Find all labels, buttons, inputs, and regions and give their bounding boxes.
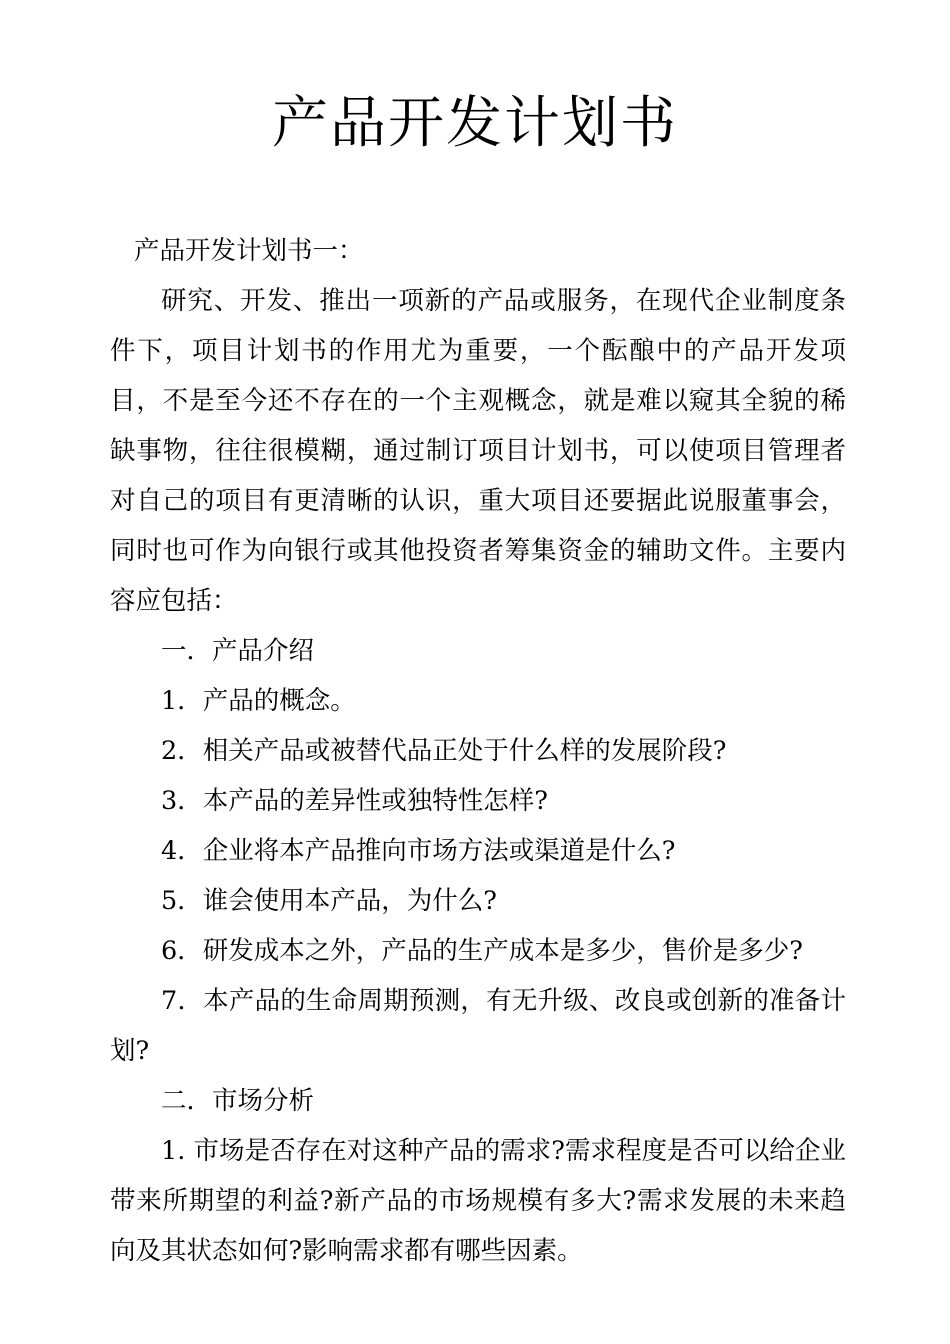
list-item: 6．研发成本之外，产品的生产成本是多少，售价是多少?	[161, 936, 803, 966]
list-item: 3．本产品的差异性或独特性怎样?	[161, 786, 548, 816]
list-item: 5．谁会使用本产品，为什么?	[161, 886, 497, 916]
list-item: 4．企业将本产品推向市场方法或渠道是什么?	[161, 836, 676, 866]
intro-paragraph: 研究、开发、推出一项新的产品或服务，在现代企业制度条件下，项目计划书的作用尤为重要，一个酝酿中的产品开发项目，不是至今还不存在的一个主观概念，就是难以窥其全貌的稀缺事物，往往很模糊，通过制订项目计划书，可以使项目管理者对自己的项目有更清晰的认识，重大项目还要据此说服董事会，同时也可作为向银行或其他投资者筹集资金的辅助文件。主要内容应包括：	[110, 286, 846, 616]
section-heading-market: 二．市场分析	[161, 1086, 315, 1116]
list-item: 7．本产品的生命周期预测，有无升级、改良或创新的准备计划?	[110, 986, 846, 1066]
section-heading-product: 一．产品介绍	[161, 636, 315, 666]
list-item: 2．相关产品或被替代品正处于什么样的发展阶段?	[161, 736, 727, 766]
list-item: 1. 市场是否存在对这种产品的需求?需求程度是否可以给企业带来所期望的利益?新产品的市场规模有多大?需求发展的未来趋向及其状态如何?影响需求都有哪些因素。	[110, 1136, 846, 1266]
document-subtitle: 产品开发计划书一：	[134, 236, 364, 266]
document-title: 产品开发计划书	[272, 91, 678, 156]
document-body	[110, 226, 846, 1276]
list-item: 1．产品的概念。	[161, 686, 356, 716]
